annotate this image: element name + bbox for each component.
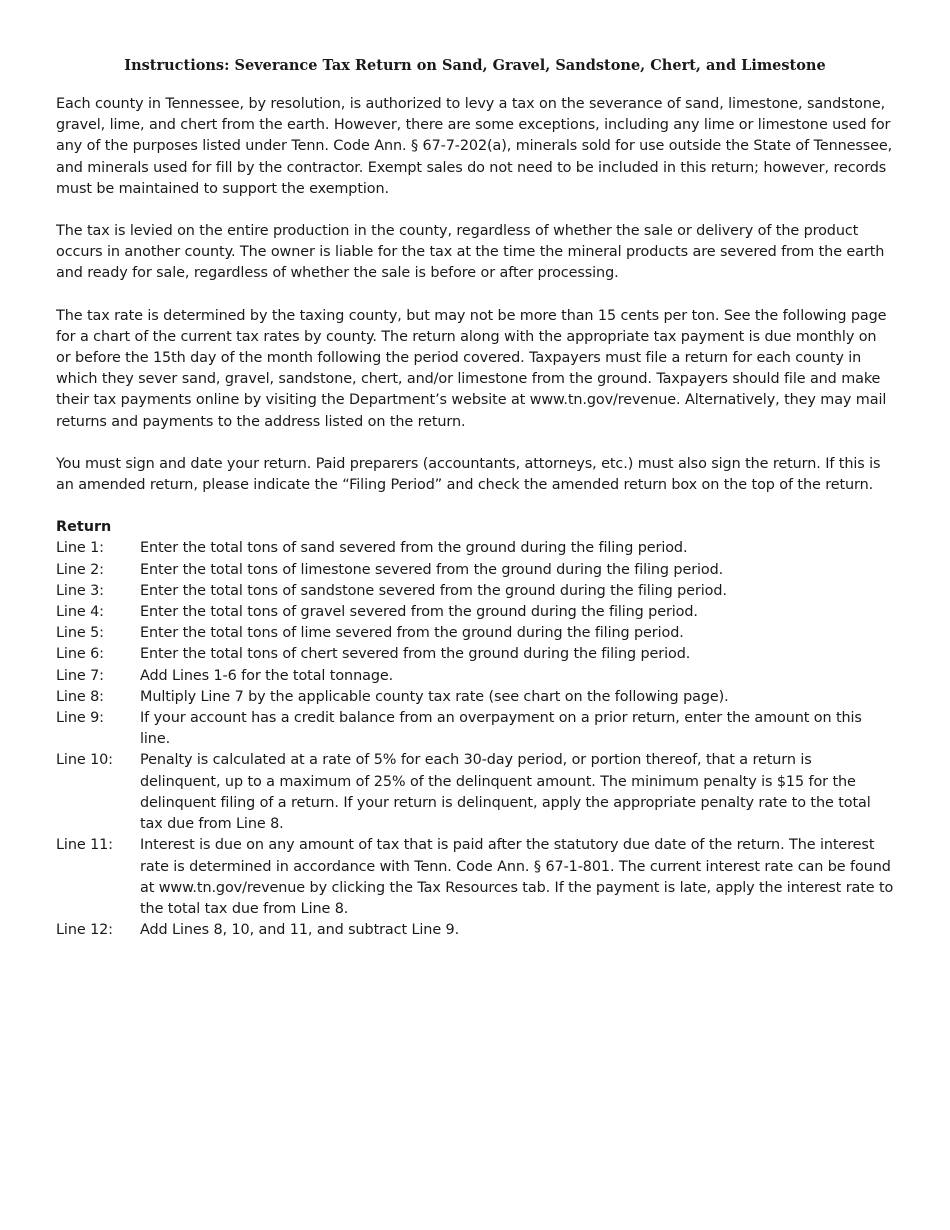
return-line-4	[56, 602, 894, 623]
line-label: Line 6:	[56, 646, 104, 663]
line-description: Penalty is calculated at a rate of 5% for each 30-day period, or portion thereof, that a return is delinquent, up to a maximum of 25% of the delinquent amount. The minimum penalty is $15 for the delinquent filing of a return. If your return is delinquent, apply the appropriate penalty rate to the total tax due from Line 8.	[140, 752, 871, 833]
paragraph-tax-levy: The tax is levied on the entire production in the county, regardless of whether the sale or delivery of the product occurs in another county. The owner is liable for the tax at the time the mineral products are severed from the earth and ready for sale, regardless of whether the sale is before or after processing.	[56, 223, 885, 282]
document-page	[56, 56, 894, 941]
line-description: Enter the total tons of sand severed from the ground during the filing period.	[140, 540, 688, 557]
line-label: Line 5:	[56, 625, 104, 642]
return-line-5	[56, 623, 894, 644]
line-description: If your account has a credit balance from an overpayment on a prior return, enter the amount on this line.	[140, 710, 862, 748]
line-description: Enter the total tons of limestone severed from the ground during the filing period.	[140, 561, 724, 578]
line-label: Line 3:	[56, 582, 104, 599]
line-description: Interest is due on any amount of tax that is paid after the statutory due date of the return. The interest rate is determined in accordance with Tenn. Code Ann. § 67-1-801. The current interest rate can be found at www.tn.gov/revenue by clicking the Tax Resources tab. If the payment is late, apply the interest rate to the total tax due from Line 8.	[140, 837, 894, 917]
paragraph-county-authority: Each county in Tennessee, by resolution, is authorized to levy a tax on the severance of sand, limestone, sandstone, gravel, lime, and chert from the earth. However, there are some exceptions, including any lime or limestone used for any of the purposes listed under Tenn. Code Ann. § 67-7-202(a), minerals sold for use outside the State of Tennessee, and minerals used for fill by the contractor. Exempt sales do not need to be included in this return; however, records must be maintained to support the exemption.	[56, 96, 893, 197]
line-description: Enter the total tons of chert severed from the ground during the filing period.	[140, 646, 691, 663]
line-label: Line 7:	[56, 667, 104, 684]
return-line-7	[56, 666, 894, 687]
line-label: Line 2:	[56, 561, 104, 578]
line-label: Line 12:	[56, 922, 113, 939]
return-line-1	[56, 538, 894, 559]
document-title: Instructions: Severance Tax Return on Sand, Gravel, Sandstone, Chert, and Limestone	[124, 57, 826, 74]
line-description: Enter the total tons of sandstone severed from the ground during the filing period.	[140, 582, 727, 599]
return-line-12	[56, 920, 894, 941]
return-line-list	[56, 538, 894, 941]
line-label: Line 11:	[56, 837, 113, 854]
line-description: Enter the total tons of lime severed from the ground during the filing period.	[140, 625, 684, 642]
return-line-9	[56, 708, 894, 750]
line-description: Multiply Line 7 by the applicable county tax rate (see chart on the following page).	[140, 688, 729, 705]
line-label: Line 8:	[56, 688, 104, 705]
return-line-2	[56, 560, 894, 581]
return-line-6	[56, 644, 894, 665]
line-label: Line 4:	[56, 604, 104, 621]
paragraph-signature: You must sign and date your return. Paid preparers (accountants, attorneys, etc.) must also sign the return. If this is an amended return, please indicate the “Filing Period” and check the amended return box on the top of the return.	[56, 455, 881, 494]
return-line-3	[56, 581, 894, 602]
return-line-8	[56, 687, 894, 708]
paragraph-tax-rate: The tax rate is determined by the taxing county, but may not be more than 15 cents per ton. See the following page for a chart of the current tax rates by county. The return along with the appropriate tax payment is due monthly on or before the 15th day of the month following the period covered. Taxpayers must file a return for each county in which they sever sand, gravel, sandstone, chert, and/or limestone from the ground. Taxpayers should file and make their tax payments online by visiting the Department’s website at www.tn.gov/revenue. Alternatively, they may mail returns and payments to the address listed on the return.	[56, 307, 887, 430]
line-description: Enter the total tons of gravel severed from the ground during the filing period.	[140, 604, 698, 621]
line-description: Add Lines 1-6 for the total tonnage.	[140, 667, 394, 684]
return-line-11	[56, 835, 894, 920]
line-label: Line 9:	[56, 710, 104, 727]
return-line-10	[56, 750, 894, 835]
return-section-heading: Return	[56, 519, 112, 536]
line-label: Line 1:	[56, 540, 104, 557]
line-label: Line 10:	[56, 752, 113, 769]
line-description: Add Lines 8, 10, and 11, and subtract Line 9.	[140, 922, 460, 939]
